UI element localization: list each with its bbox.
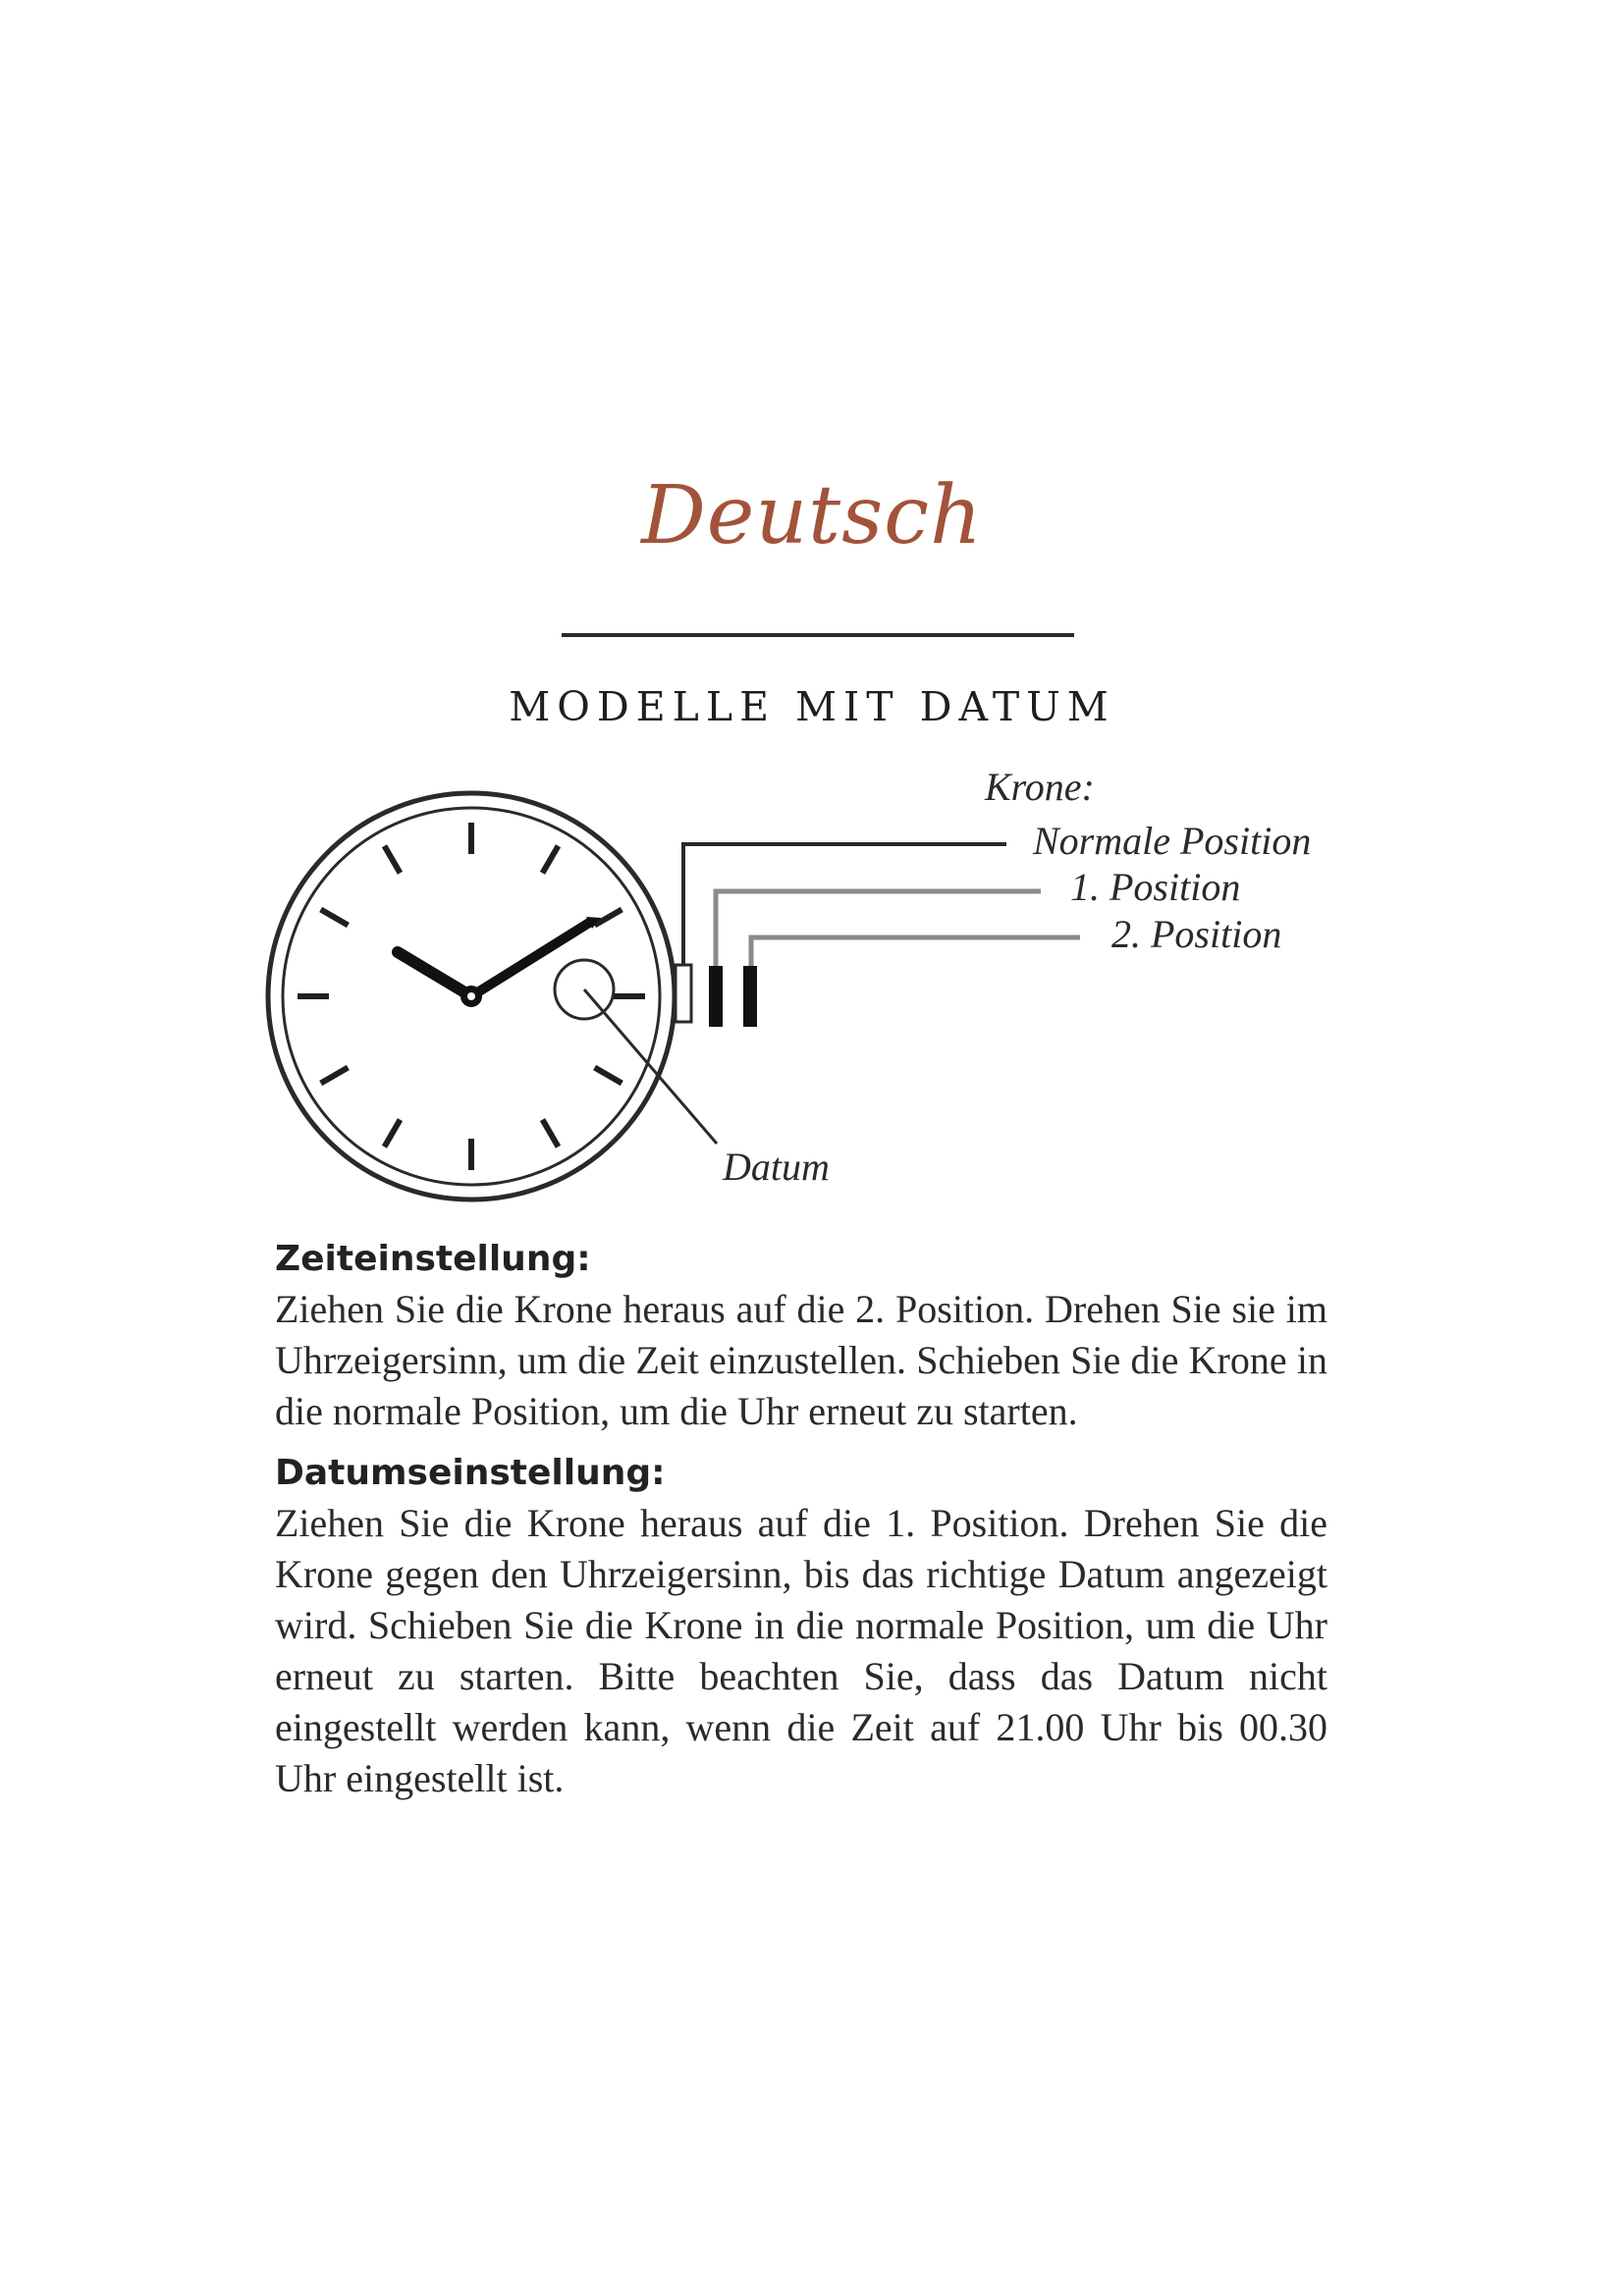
position-normal-label: Normale Position [1033, 819, 1312, 863]
crown-label: Krone: [985, 765, 1095, 809]
time-setting-text: Ziehen Sie die Krone heraus auf die 2. Position. Drehen Sie sie im Uhrzeigersinn, um die Zeit einzustellen. Schieben Sie die Krone in die normale Position, um die Uhr erneut zu starten. [275, 1287, 1327, 1433]
date-label: Datum [723, 1145, 830, 1189]
date-setting-heading: Datumseinstellung: [275, 1453, 666, 1493]
position-1-label: 1. Position [1070, 865, 1241, 909]
section-title: MODELLE MIT DATUM [509, 683, 1115, 730]
crown [676, 965, 757, 1027]
date-setting-section [275, 1449, 1327, 1804]
instructions [275, 1235, 1327, 1816]
date-setting-text: Ziehen Sie die Krone heraus auf die 1. Position. Drehen Sie die Krone gegen den Uhrzeigersinn, bis das richtige Datum angezeigt wird. Schieben Sie die Krone in die normale Position, um die Uhr erneut zu starten. Bitte beachten Sie, dass das Datum nicht eingestellt werden kann, wenn die Zeit auf 21.00 Uhr bis 00.30 Uhr eingestellt ist. [275, 1501, 1327, 1800]
time-setting-heading: Zeiteinstellung: [275, 1239, 591, 1279]
time-setting-section [275, 1235, 1327, 1437]
position-2-label: 2. Position [1111, 912, 1282, 956]
language-title: Deutsch [641, 469, 983, 562]
